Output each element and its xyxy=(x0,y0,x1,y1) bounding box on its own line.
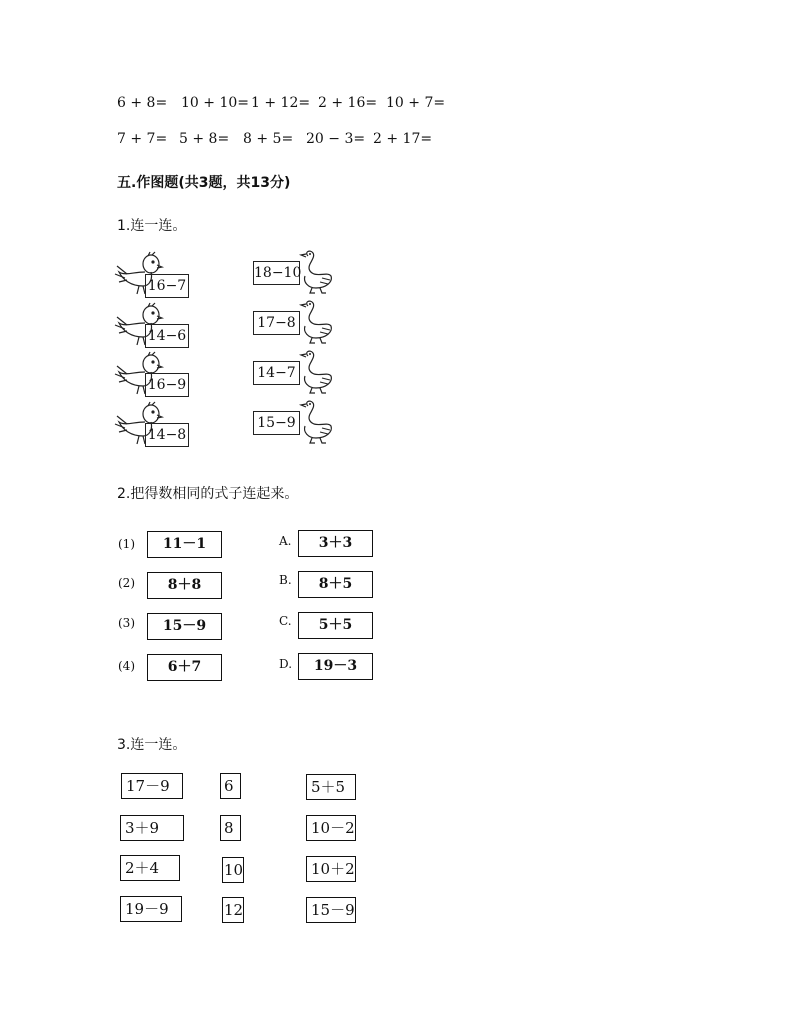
q2-left-label: (1) xyxy=(118,537,135,551)
exercise-item: 10 + 10= xyxy=(181,95,249,111)
q1-left-box: 14−6 xyxy=(145,324,189,348)
exercise-item: 10 + 7= xyxy=(386,95,446,111)
exercise-item: 5 + 8= xyxy=(179,131,230,147)
q1-right-box: 14−7 xyxy=(253,361,300,385)
goose-icon xyxy=(300,300,334,344)
q1-right-box: 17−8 xyxy=(253,311,300,335)
q3-title: 3.连一连。 xyxy=(117,737,187,753)
q3-middle-box: 12 xyxy=(222,897,244,923)
q2-title: 2.把得数相同的式子连起来。 xyxy=(117,486,299,502)
goose-icon xyxy=(300,250,334,294)
q1-left-box: 16−7 xyxy=(145,274,189,298)
q2-left-box: 11－1 xyxy=(147,531,222,558)
q2-left-label: (4) xyxy=(118,659,135,673)
q3-middle-box: 6 xyxy=(220,773,241,799)
q2-right-label: D. xyxy=(279,657,293,671)
exercise-item: 8 + 5= xyxy=(243,131,294,147)
q1-left-box: 14−8 xyxy=(145,423,189,447)
section-heading: 五.作图题(共3题，共13分) xyxy=(117,175,291,191)
q1-left-box: 16−9 xyxy=(145,373,189,397)
q3-right-box: 10－2 xyxy=(306,815,356,841)
q2-right-box: 3＋3 xyxy=(298,530,373,557)
exercise-item: 7 + 7= xyxy=(117,131,168,147)
exercise-item: 1 + 12= xyxy=(251,95,311,111)
q2-right-box: 19－3 xyxy=(298,653,373,680)
q2-right-label: B. xyxy=(279,573,292,587)
q3-middle-box: 8 xyxy=(220,815,241,841)
q3-right-box: 10＋2 xyxy=(306,856,356,882)
q1-title: 1.连一连。 xyxy=(117,218,187,234)
q2-right-label: C. xyxy=(279,614,292,628)
exercise-item: 6 + 8= xyxy=(117,95,168,111)
q3-left-box: 2＋4 xyxy=(120,855,180,881)
q2-left-box: 15－9 xyxy=(147,613,222,640)
goose-icon xyxy=(300,400,334,444)
q2-right-box: 8＋5 xyxy=(298,571,373,598)
q2-left-label: (3) xyxy=(118,616,135,630)
q3-right-box: 15－9 xyxy=(306,897,356,923)
q3-left-box: 17－9 xyxy=(121,773,183,799)
q2-left-label: (2) xyxy=(118,576,135,590)
q3-left-box: 19－9 xyxy=(120,896,182,922)
q2-left-box: 6＋7 xyxy=(147,654,222,681)
exercise-item: 2 + 16= xyxy=(318,95,378,111)
exercise-item: 20 − 3= xyxy=(306,131,366,147)
q2-right-box: 5＋5 xyxy=(298,612,373,639)
q3-right-box: 5＋5 xyxy=(306,774,356,800)
q3-left-box: 3＋9 xyxy=(120,815,184,841)
exercise-item: 2 + 17= xyxy=(373,131,433,147)
q1-right-box: 15−9 xyxy=(253,411,300,435)
q3-middle-box: 10 xyxy=(222,857,244,883)
goose-icon xyxy=(300,350,334,394)
q1-right-box: 18−10 xyxy=(253,261,300,285)
q2-left-box: 8＋8 xyxy=(147,572,222,599)
q2-right-label: A. xyxy=(279,534,292,548)
